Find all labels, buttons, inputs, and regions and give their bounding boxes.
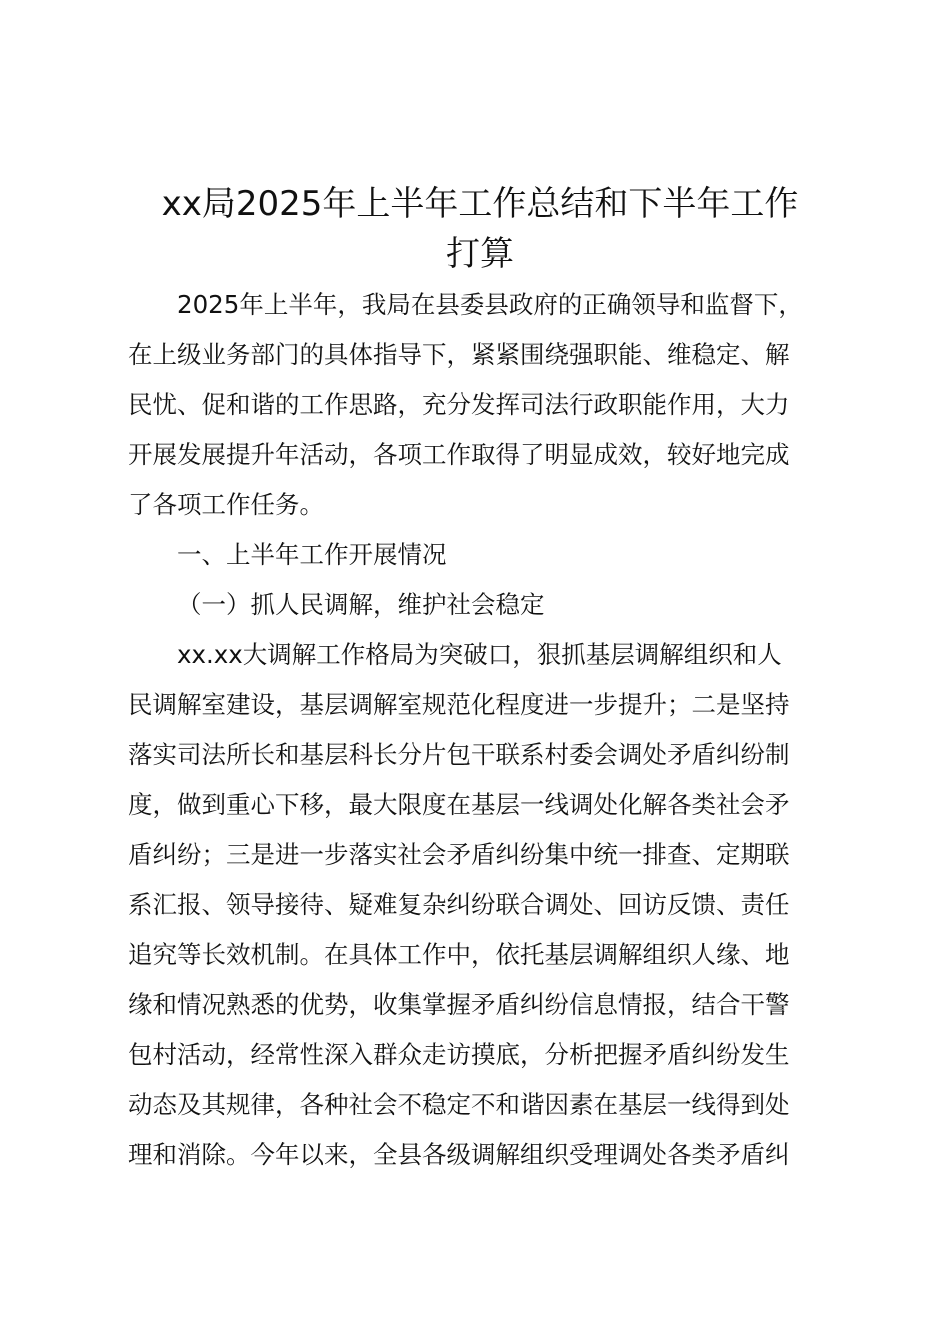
body-paragraph-line: 理和消除。今年以来，全县各级调解组织受理调处各类矛盾纠 — [128, 1140, 790, 1169]
body-paragraph-line: xx.xx大调解工作格局为突破口，狠抓基层调解组织和人 — [177, 640, 782, 669]
section-heading: 一、上半年工作开展情况 — [177, 540, 447, 569]
subsection-heading: （一）抓人民调解，维护社会稳定 — [177, 590, 545, 619]
body-paragraph-line: 落实司法所长和基层科长分片包干联系村委会调处矛盾纠纷制 — [128, 740, 790, 769]
body-paragraph-line: 动态及其规律，各种社会不稳定不和谐因素在基层一线得到处 — [128, 1090, 790, 1119]
body-paragraph-line: 缘和情况熟悉的优势，收集掌握矛盾纠纷信息情报，结合干警 — [128, 990, 790, 1019]
document-title-line-2: 打算 — [446, 234, 514, 274]
body-paragraph-line: 盾纠纷；三是进一步落实社会矛盾纠纷集中统一排查、定期联 — [128, 840, 790, 869]
intro-paragraph-line: 在上级业务部门的具体指导下，紧紧围绕强职能、维稳定、解 — [128, 340, 790, 369]
body-paragraph-line: 度，做到重心下移，最大限度在基层一线调处化解各类社会矛 — [128, 790, 790, 819]
intro-paragraph-line: 2025年上半年，我局在县委县政府的正确领导和监督下， — [177, 290, 803, 319]
document-title-line-1: xx局2025年上半年工作总结和下半年工作 — [161, 184, 799, 224]
body-paragraph-line: 包村活动，经常性深入群众走访摸底，分析把握矛盾纠纷发生 — [128, 1040, 790, 1069]
body-paragraph-line: 追究等长效机制。在具体工作中，依托基层调解组织人缘、地 — [128, 940, 790, 969]
intro-paragraph-line: 了各项工作任务。 — [128, 490, 324, 519]
body-paragraph-line: 民调解室建设，基层调解室规范化程度进一步提升；二是坚持 — [128, 690, 790, 719]
body-paragraph-line: 系汇报、领导接待、疑难复杂纠纷联合调处、回访反馈、责任 — [128, 890, 790, 919]
intro-paragraph-line: 民忧、促和谐的工作思路，充分发挥司法行政职能作用，大力 — [128, 390, 790, 419]
intro-paragraph-line: 开展发展提升年活动，各项工作取得了明显成效，较好地完成 — [128, 440, 790, 469]
